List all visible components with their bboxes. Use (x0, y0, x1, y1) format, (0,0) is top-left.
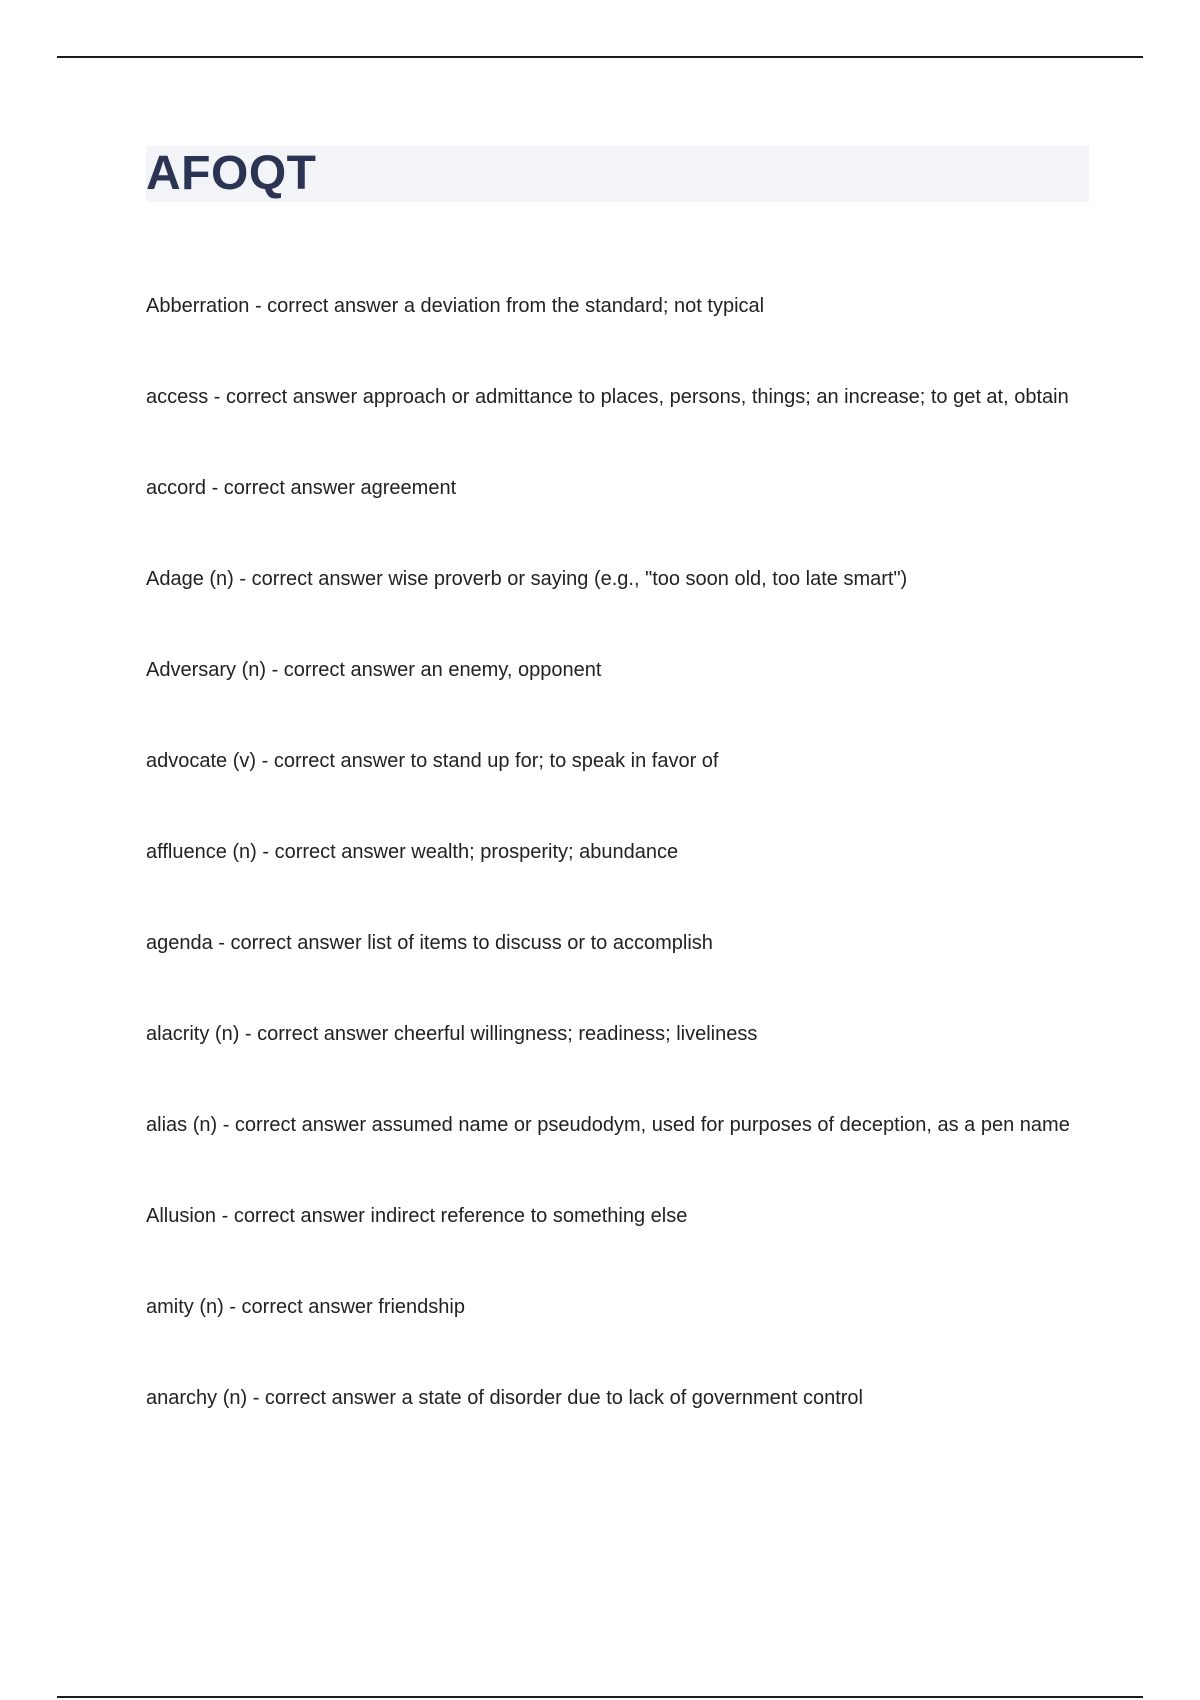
entry-list (146, 288, 1106, 1471)
list-item: Adage (n) - correct answer wise proverb or saying (e.g., "too soon old, too late smart") (146, 568, 908, 590)
list-item: affluence (n) - correct answer wealth; prosperity; abundance (146, 841, 679, 863)
list-item: amity (n) - correct answer friendship (146, 1296, 465, 1318)
list-item: access - correct answer approach or admittance to places, persons, things; an increase; to get at, obtain (146, 386, 1069, 408)
list-item: agenda - correct answer list of items to discuss or to accomplish (146, 932, 713, 954)
bottom-rule (57, 1696, 1143, 1698)
top-rule (57, 56, 1143, 58)
list-item: advocate (v) - correct answer to stand up for; to speak in favor of (146, 750, 719, 772)
list-item: Adversary (n) - correct answer an enemy, opponent (146, 659, 602, 681)
list-item: accord - correct answer agreement (146, 477, 457, 499)
list-item: anarchy (n) - correct answer a state of disorder due to lack of government control (146, 1387, 864, 1409)
list-item: Allusion - correct answer indirect reference to something else (146, 1205, 688, 1227)
page-title: AFOQT (146, 147, 317, 200)
list-item: alias (n) - correct answer assumed name or pseudodym, used for purposes of deception, as a pen name (146, 1114, 1070, 1136)
list-item: alacrity (n) - correct answer cheerful willingness; readiness; liveliness (146, 1023, 758, 1045)
list-item: Abberration - correct answer a deviation from the standard; not typical (146, 295, 765, 317)
